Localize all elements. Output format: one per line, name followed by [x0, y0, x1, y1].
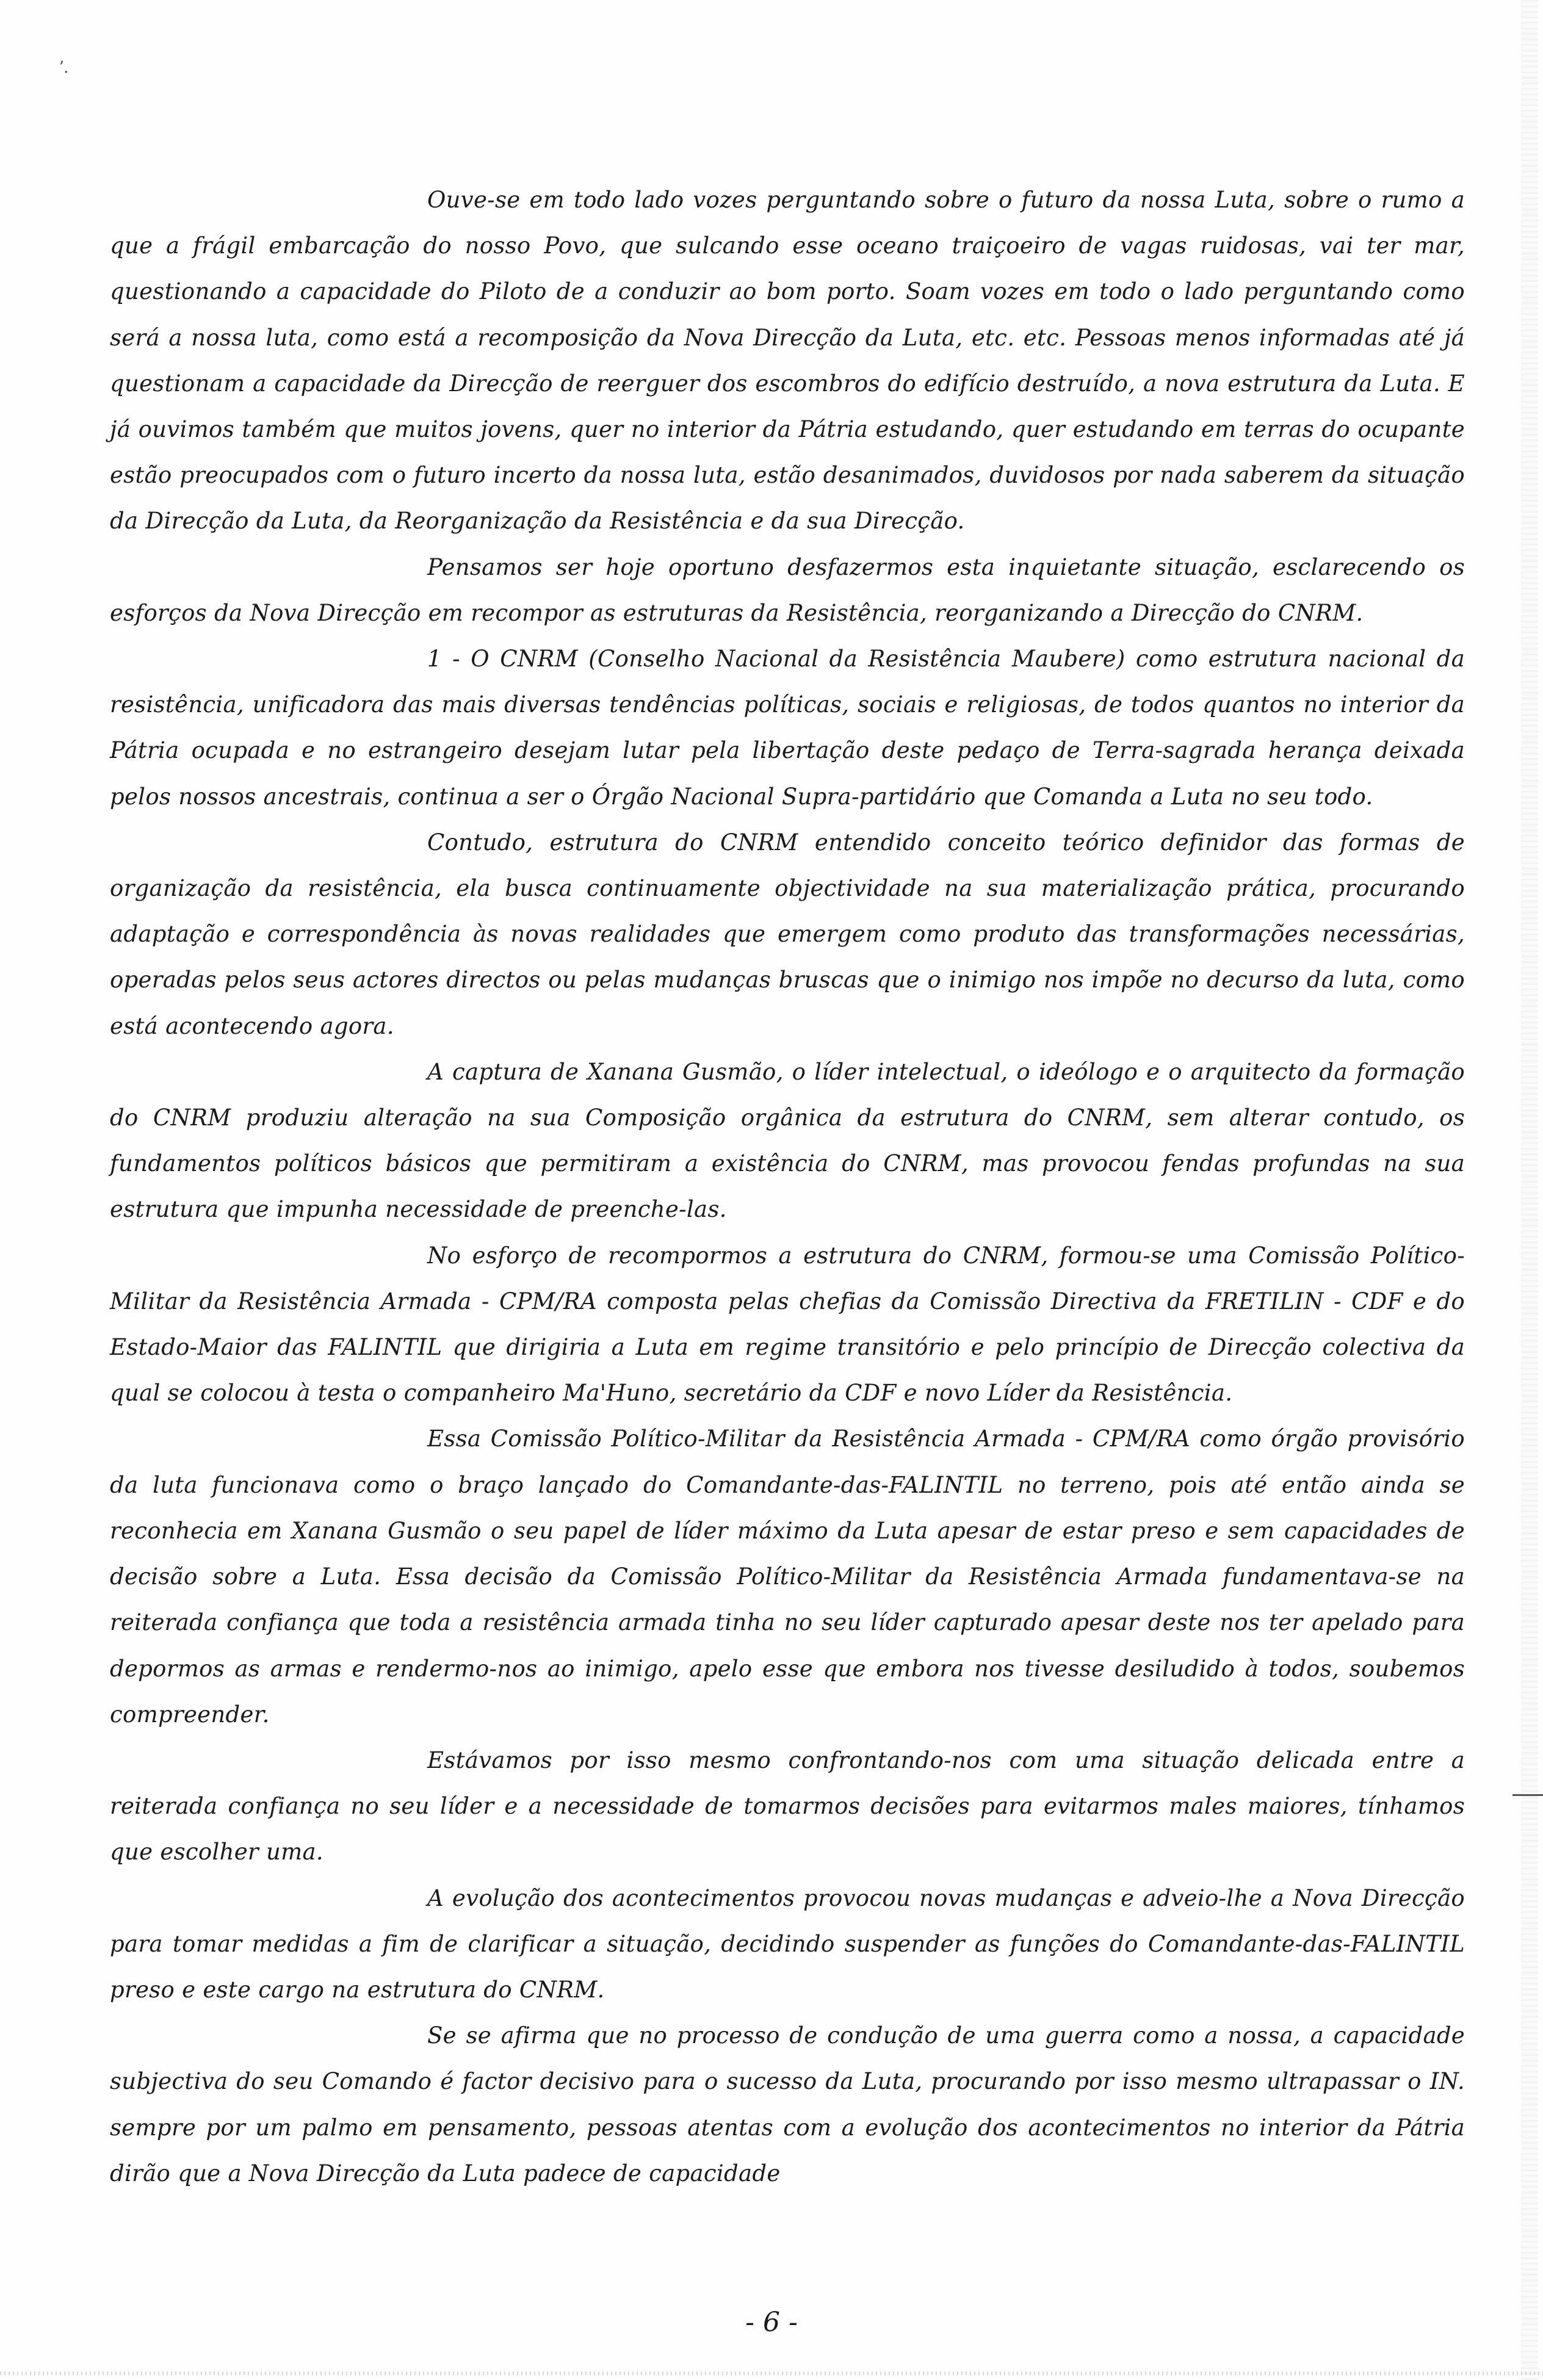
paragraph-conduct-of-war: Se se afirma que no processo de condução de uma guerra como a nossa, a capacidade subjectiva do seu Comando é factor decisivo para o sucesso da Luta, procurando por isso mesmo ultrapassar o IN. sempre por um palmo em pensamento, pessoas atentas com a evolução dos acontecimentos no interior da Pátria dirão que a Nova Direcção da Luta padece de capacidade	[110, 2022, 1465, 2187]
paragraph-cnrm-concept: Contudo, estrutura do CNRM entendido conceito teórico definidor das formas de organização da resistência, ela busca continuamente objectividade na sua materialização prática, procurando adaptação e correspondência às novas realidades que emergem como produto das transformações necessárias, operadas pelos seus actores directos ou pelas mudanças bruscas que o inimigo nos impõe no decurso da luta, como está acontecendo agora.	[110, 829, 1465, 1039]
scan-edge	[1521, 0, 1538, 2380]
paragraph-clarification: Pensamos ser hoje oportuno desfazermos esta inquietante situação, esclarecendo os esforços da Nova Direcção em recompor as estruturas da Resistência, reorganizando a Direcção do CNRM.	[110, 554, 1465, 626]
paragraph-cnrm-structure: 1 - O CNRM (Conselho Nacional da Resistência Maubere) como estrutura nacional da resistência, unificadora das mais diversas tendências políticas, sociais e religiosas, de todos quantos no interior da Pátria ocupada e no estrangeiro desejam lutar pela libertação deste pedaço de Terra-sagrada herança deixada pelos nossos ancestrais, continua a ser o Órgão Nacional Supra-partidário que Comanda a Luta no seu todo.	[110, 646, 1465, 810]
page-number: - 6 -	[745, 2307, 798, 2338]
paragraph-delicate-situation: Estávamos por isso mesmo confrontando-nos com uma situação delicada entre a reiterada confiança no seu líder e a necessidade de tomarmos decisões para evitarmos males maiores, tínhamos que escolher uma.	[110, 1747, 1465, 1866]
paragraph-intro: Ouve-se em todo lado vozes perguntando sobre o futuro da nossa Luta, sobre o rumo a que a frágil embarcação do nosso Povo, que sulcando esse oceano traiçoeiro de vagas ruidosas, vai ter mar, questionando a capacidade do Piloto de a conduzir ao bom porto. Soam vozes em todo o lado perguntando como será a nossa luta, como está a recomposição da Nova Direcção da Luta, etc. etc. Pessoas menos informadas até já questionam a capacidade da Direcção de reerguer dos escombros do edifício destruído, a nova estrutura da Luta. E já ouvimos também que muitos jovens, quer no interior da Pátria estudando, quer estudando em terras do ocupante estão preocupados com o futuro incerto da nossa luta, estão desanimados, duvidosos por nada saberem da situação da Direcção da Luta, da Reorganização da Resistência e da sua Direcção.	[110, 187, 1465, 535]
corner-mark: ʼ.	[59, 59, 69, 77]
paragraph-provisional-organ: Essa Comissão Político-Militar da Resistência Armada - CPM/RA como órgão provisório da luta funcionava como o braço lançado do Comandante-das-FALINTIL no terreno, pois até então ainda se reconhecia em Xanana Gusmão o seu papel de líder máximo da Luta apesar de estar preso e sem capacidades de decisão sobre a Luta. Essa decisão da Comissão Político-Militar da Resistência Armada fundamentava-se na reiterada confiança que toda a resistência armada tinha no seu líder capturado apesar deste nos ter apelado para depormos as armas e rendermo-nos ao inimigo, apelo esse que embora nos tivesse desiludido à todos, soubemos compreender.	[110, 1426, 1465, 1728]
paragraph-capture: A captura de Xanana Gusmão, o líder intelectual, o ideólogo e o arquitecto da formação do CNRM produziu alteração na sua Composição orgânica da estrutura do CNRM, sem alterar contudo, os fundamentos políticos básicos que permitiram a existência do CNRM, mas provocou fendas profundas na sua estrutura que impunha necessidade de preenche-las.	[110, 1058, 1465, 1223]
scan-tick	[1512, 1794, 1543, 1796]
scan-bottom-strip	[0, 2371, 1543, 2375]
paragraph-evolution: A evolução dos acontecimentos provocou novas mudanças e adveio-lhe a Nova Direcção para tomar medidas a fim de clarificar a situação, decidindo suspender as funções do Comandante-das-FALINTIL preso e este cargo na estrutura do CNRM.	[110, 1884, 1465, 2003]
paragraph-commission: No esforço de recompormos a estrutura do CNRM, formou-se uma Comissão Político-Militar da Resistência Armada - CPM/RA composta pelas chefias da Comissão Directiva da FRETILIN - CDF e do Estado-Maior das FALINTIL que dirigiria a Luta em regime transitório e pelo princípio de Direcção colectiva da qual se colocou à testa o companheiro Ma'Huno, secretário da CDF e novo Líder da Resistência.	[110, 1242, 1465, 1407]
letter-body	[110, 177, 1465, 2196]
